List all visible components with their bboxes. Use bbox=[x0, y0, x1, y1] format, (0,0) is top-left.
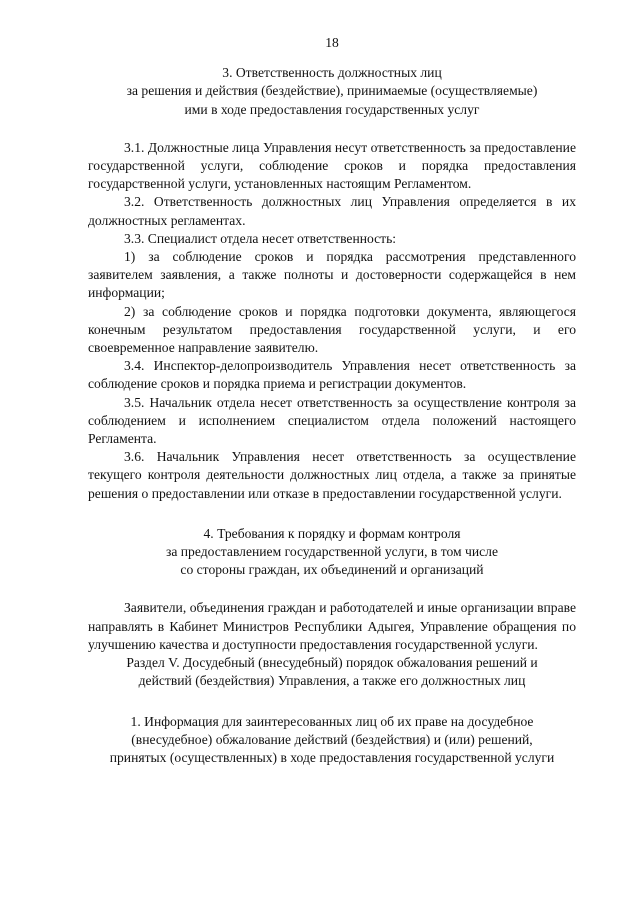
subsection-5-1-heading bbox=[88, 713, 576, 768]
section-4-heading bbox=[88, 525, 576, 580]
paragraph-3-6: 3.6. Начальник Управления несет ответственность за осуществление текущего контроля деятельности должностных лиц отдела, а также за принятые решения о предоставлении или отказе в предоставлении государственной услуги. bbox=[88, 449, 576, 501]
document-page bbox=[88, 34, 576, 767]
heading-line: 1. Информация для заинтересованных лиц об их праве на досудебное bbox=[130, 713, 534, 729]
paragraph-3-2: 3.2. Ответственность должностных лиц Управления определяется в их должностных регламентах. bbox=[88, 194, 576, 228]
heading-line: ими в ходе предоставления государственных услуг bbox=[184, 101, 480, 117]
paragraph-4-1: Заявители, объединения граждан и работодателей и иные организации вправе направлять в Кабинет Министров Республики Адыгея, Управление обращения по улучшению качества и доступности предоставления государственной услуги. bbox=[88, 600, 576, 652]
heading-line: за предоставлением государственной услуги, в том числе bbox=[165, 544, 498, 560]
heading-line: 3. Ответственность должностных лиц bbox=[222, 65, 442, 81]
section-3-body bbox=[88, 139, 576, 503]
page-number: 18 bbox=[325, 35, 339, 50]
heading-line: Раздел V. Досудебный (внесудебный) порядок обжалования решений и bbox=[126, 655, 538, 671]
heading-line: со стороны граждан, их объединений и организаций bbox=[180, 562, 484, 578]
paragraph-3-1: 3.1. Должностные лица Управления несут ответственность за предоставление государственной услуги, соблюдение сроков и порядка предоставления государственной услуги, установленных настоящим Регламентом. bbox=[88, 139, 576, 192]
heading-line: принятых (осуществленных) в ходе предоставления государственной услуги bbox=[109, 749, 555, 765]
paragraph-3-3-item-1: 1) за соблюдение сроков и порядка рассмотрения представленного заявителем заявления, а также полноты и достоверности содержащейся в нем информации; bbox=[88, 249, 576, 301]
paragraph-3-3: 3.3. Специалист отдела несет ответственность: bbox=[124, 230, 397, 246]
heading-line: 4. Требования к порядку и формам контроля bbox=[203, 525, 461, 541]
section-3-heading bbox=[88, 64, 576, 119]
paragraph-3-3-item-2: 2) за соблюдение сроков и порядка подготовки документа, являющегося конечным результатом предоставления государственной услуги, и его своевременное направление заявителю. bbox=[88, 303, 576, 356]
heading-line: действий (бездействия) Управления, а также его должностных лиц bbox=[138, 673, 526, 689]
paragraph-3-4: 3.4. Инспектор-делопроизводитель Управления несет ответственность за соблюдение сроков и порядка приема и регистрации документов. bbox=[88, 358, 576, 392]
heading-line: (внесудебное) обжалование действий (бездействия) и (или) решений, bbox=[131, 731, 533, 747]
heading-line: за решения и действия (бездействие), принимаемые (осуществляемые) bbox=[126, 83, 538, 99]
section-4-body bbox=[88, 599, 576, 654]
section-5-heading bbox=[88, 654, 576, 690]
paragraph-3-5: 3.5. Начальник отдела несет ответственность за осуществление контроля за соблюдением и исполнением специалистом отдела положений настоящего Регламента. bbox=[88, 394, 576, 447]
